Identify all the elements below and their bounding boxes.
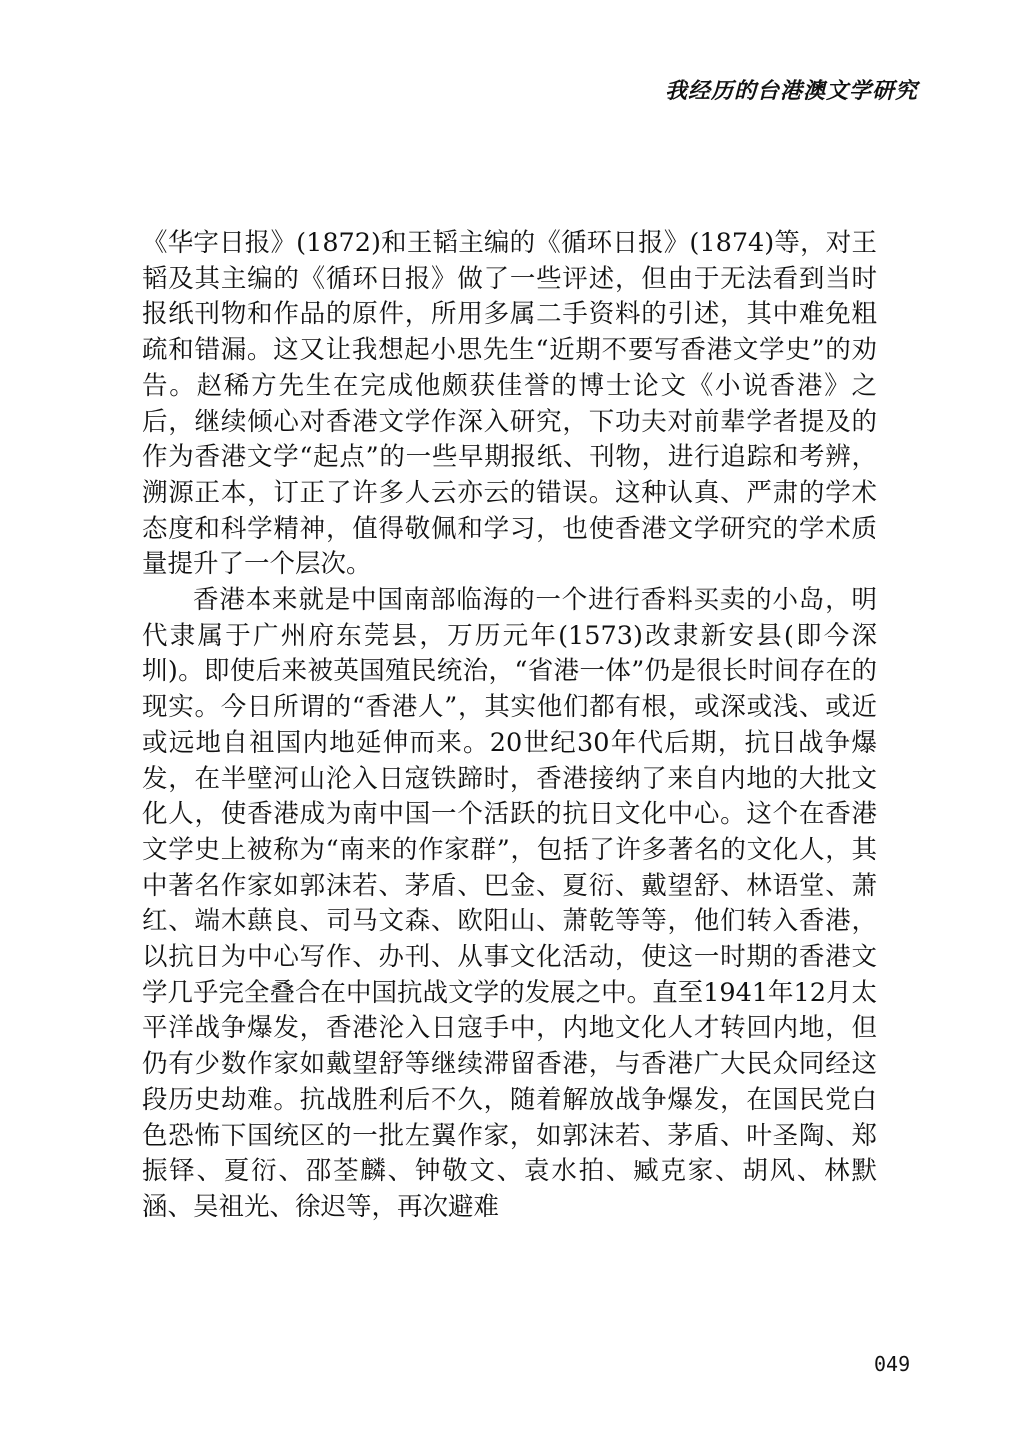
running-header: 我经历的台港澳文学研究	[664, 78, 918, 104]
paragraph-continued: 《华字日报》(1872)和王韬主编的《循环日报》(1874)等，对王韬及其主编的《循环日报》做了一些评述，但由于无法看到当时报纸刊物和作品的原件，所用多属二手资料的引述，其中难免粗疏和错漏。这又让我想起小思先生“近期不要写香港文学史”的劝告。赵稀方先生在完成他颇获佳誉的博士论文《小说香港》之后，继续倾心对香港文学作深入研究，下功夫对前辈学者提及的作为香港文学“起点”的一些早期报纸、刊物，进行追踪和考辨，溯源正本，订正了许多人云亦云的错误。这种认真、严肃的学术态度和科学精神，值得敬佩和学习，也使香港文学研究的学术质量提升了一个层次。	[142, 228, 877, 580]
page-number: 049	[874, 1352, 911, 1376]
paragraph-hong-kong-history: 香港本来就是中国南部临海的一个进行香料买卖的小岛，明代隶属于广州府东莞县，万历元年(1573)改隶新安县(即今深圳)。即使后来被英国殖民统治，“省港一体”仍是很长时间存在的现实。今日所谓的“香港人”，其实他们都有根，或深或浅、或近或远地自祖国内地延伸而来。20世纪30年代后期，抗日战争爆发，在半壁河山沦入日寇铁蹄时，香港接纳了来自内地的大批文化人，使香港成为南中国一个活跃的抗日文化中心。这个在香港文学史上被称为“南来的作家群”，包括了许多著名的文化人，其中著名作家如郭沫若、茅盾、巴金、夏衍、戴望舒、林语堂、萧红、端木蕻良、司马文森、欧阳山、萧乾等等，他们转入香港，以抗日为中心写作、办刊、从事文化活动，使这一时期的香港文学几乎完全叠合在中国抗战文学的发展之中。直至1941年12月太平洋战争爆发，香港沦入日寇手中，内地文化人才转回内地，但仍有少数作家如戴望舒等继续滞留香港，与香港广大民众同经这段历史劫难。抗战胜利后不久，随着解放战争爆发，在国民党白色恐怖下国统区的一批左翼作家，如郭沫若、茅盾、叶圣陶、郑振铎、夏衍、邵荃麟、钟敬文、袁水拍、臧克家、胡风、林默涵、吴祖光、徐迟等，再次避难	[142, 585, 877, 1222]
body-text	[142, 226, 877, 1226]
